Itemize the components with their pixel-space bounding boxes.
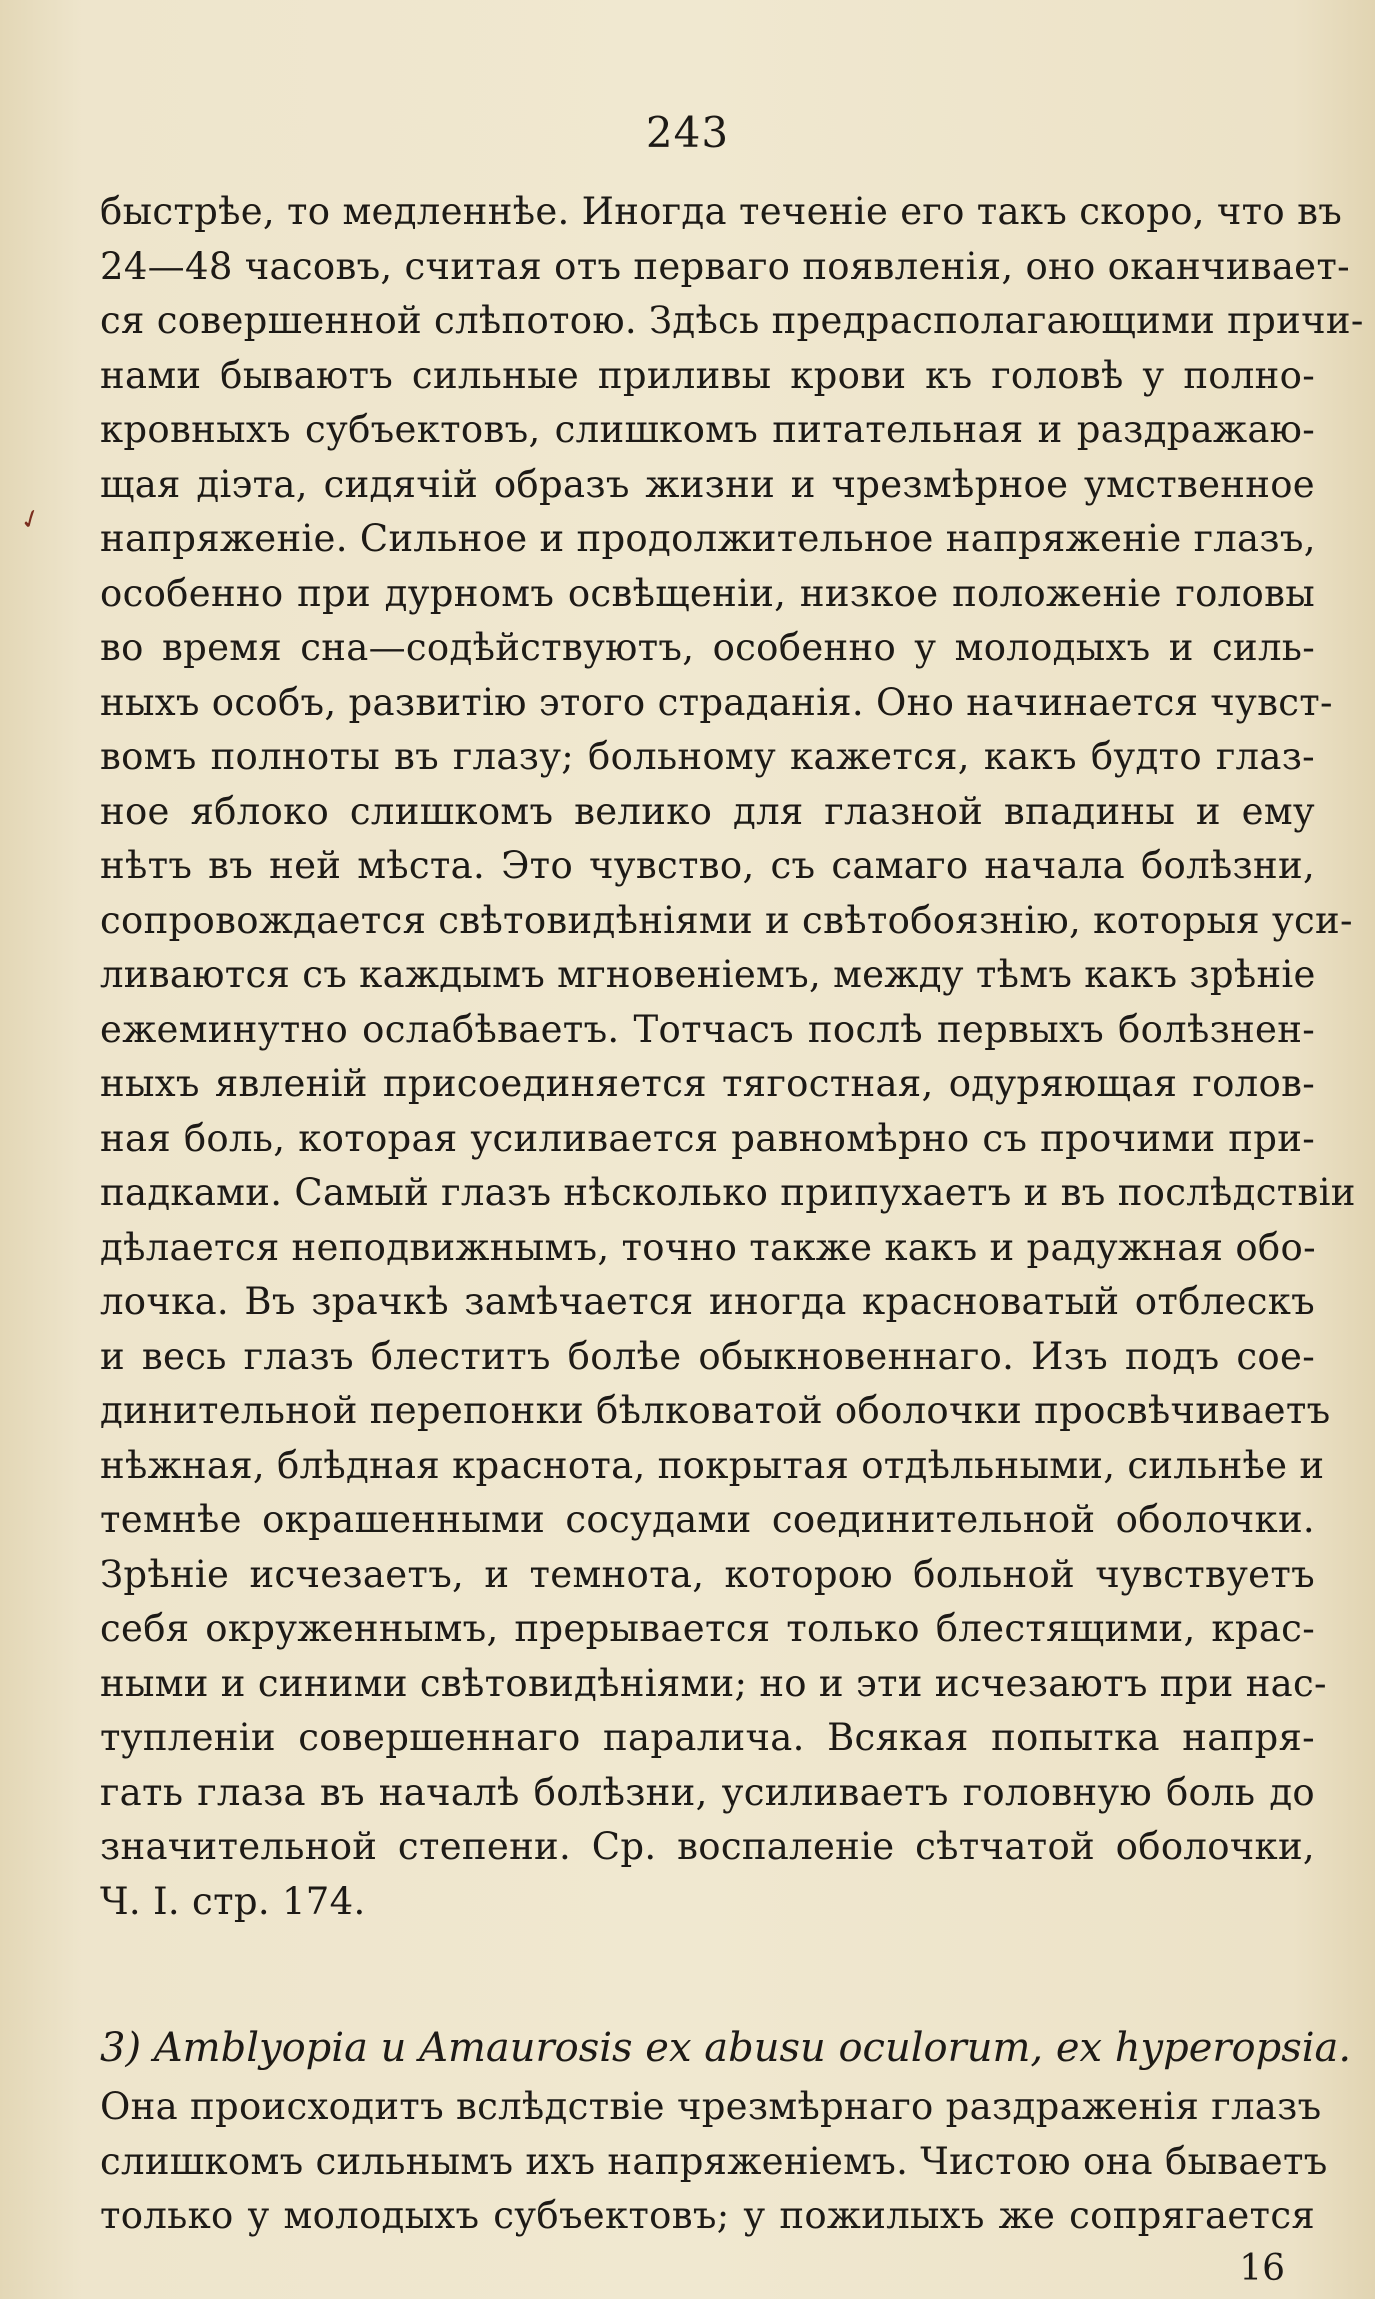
text-line: нѣжная, блѣдная краснота, покрытая отдѣльными, сильнѣе и xyxy=(100,1443,1325,1487)
text-line: во время сна—содѣйствуютъ, особенно у молодыхъ и силь- xyxy=(100,626,1315,669)
text-line: ными и синими свѣтовидѣніями; но и эти исчезаютъ при нас- xyxy=(100,1661,1327,1705)
body-text xyxy=(100,185,1364,1929)
text-line: нами бываютъ сильные приливы крови къ головѣ у полно- xyxy=(100,353,1315,397)
text-line: сопровождается свѣтовидѣніями и свѣтобоязнію, которыя уси- xyxy=(100,898,1353,942)
text-line: ная боль, которая усиливается равномѣрно съ прочими при- xyxy=(100,1116,1315,1160)
text-line: и весь глазъ блеститъ болѣе обыкновеннаго. Изъ подъ сое- xyxy=(100,1334,1315,1378)
text-line: 24—48 часовъ, считая отъ перваго появленія, оно оканчивает- xyxy=(100,244,1350,288)
text-line: особенно при дурномъ освѣщеніи, низкое положеніе головы xyxy=(100,571,1315,615)
text-line: напряженіе. Сильное и продолжительное напряженіе глазъ, xyxy=(100,517,1316,560)
text-line: Зрѣніе исчезаетъ, и темнота, которою больной чувствуетъ xyxy=(100,1552,1315,1596)
text-line: темнѣе окрашенными сосудами соединительной оболочки. xyxy=(100,1498,1315,1541)
text-line: кровныхъ субъектовъ, слишкомъ питательная и раздражаю- xyxy=(100,408,1315,451)
text-line: быстрѣе, то медленнѣе. Иногда теченіе его такъ скоро, что въ xyxy=(100,190,1343,233)
signature-mark: 16 xyxy=(1239,2248,1285,2289)
page-number: 243 xyxy=(645,108,730,157)
margin-mark: ✓ xyxy=(15,502,47,538)
text-line: ныхъ особъ, развитію этого страданія. Оно начинается чувст- xyxy=(100,680,1333,724)
text-line: себя окруженнымъ, прерывается только блестящими, крас- xyxy=(100,1607,1315,1650)
text-line: гать глаза въ началѣ болѣзни, усиливаетъ головную боль до xyxy=(100,1770,1315,1814)
text-line: Она происходитъ вслѣдствіе чрезмѣрнаго раздраженія глазъ xyxy=(100,2085,1322,2128)
text-line: лочка. Въ зрачкѣ замѣчается иногда красноватый отблескъ xyxy=(100,1280,1315,1323)
section-heading: 3) Amblyopia и Amaurosis ex abusu oculorum, ex hyperopsia. xyxy=(100,2025,1352,2071)
text-line: дѣлается неподвижнымъ, точно также какъ и радужная обо- xyxy=(100,1225,1316,1269)
text-line: ное яблоко слишкомъ велико для глазной впадины и ему xyxy=(100,789,1315,833)
text-line: ся совершенной слѣпотою. Здѣсь предрасполагающими причи- xyxy=(100,299,1364,342)
text-line: тупленіи совершеннаго паралича. Всякая попытка напря- xyxy=(100,1716,1315,1759)
text-line: ныхъ явленій присоединяется тягостная, одуряющая голов- xyxy=(100,1062,1315,1105)
text-line: динительной перепонки бѣлковатой оболочки просвѣчиваетъ xyxy=(100,1389,1331,1432)
text-line: слишкомъ сильнымъ ихъ напряженіемъ. Чистою она бываетъ xyxy=(100,2139,1328,2183)
text-line: значительной степени. Ср. воспаленіе сѣтчатой оболочки, xyxy=(100,1825,1315,1868)
section-body xyxy=(100,2080,1328,2244)
text-line: Ч. I. стр. 174. xyxy=(100,1879,366,1923)
text-line: нѣтъ въ ней мѣста. Это чувство, съ самаго начала болѣзни, xyxy=(100,844,1315,887)
text-line: только у молодыхъ субъектовъ; у пожилыхъ же сопрягается xyxy=(100,2194,1315,2237)
text-line: щая діэта, сидячій образъ жизни и чрезмѣрное умственное xyxy=(100,462,1315,506)
text-line: падками. Самый глазъ нѣсколько припухаетъ и въ послѣдствіи xyxy=(100,1171,1356,1214)
text-line: ежеминутно ослабѣваетъ. Тотчасъ послѣ первыхъ болѣзнен- xyxy=(100,1007,1315,1051)
text-line: вомъ полноты въ глазу; больному кажется, какъ будто глаз- xyxy=(100,735,1315,778)
text-line: ливаются съ каждымъ мгновеніемъ, между тѣмъ какъ зрѣніе xyxy=(100,953,1316,996)
